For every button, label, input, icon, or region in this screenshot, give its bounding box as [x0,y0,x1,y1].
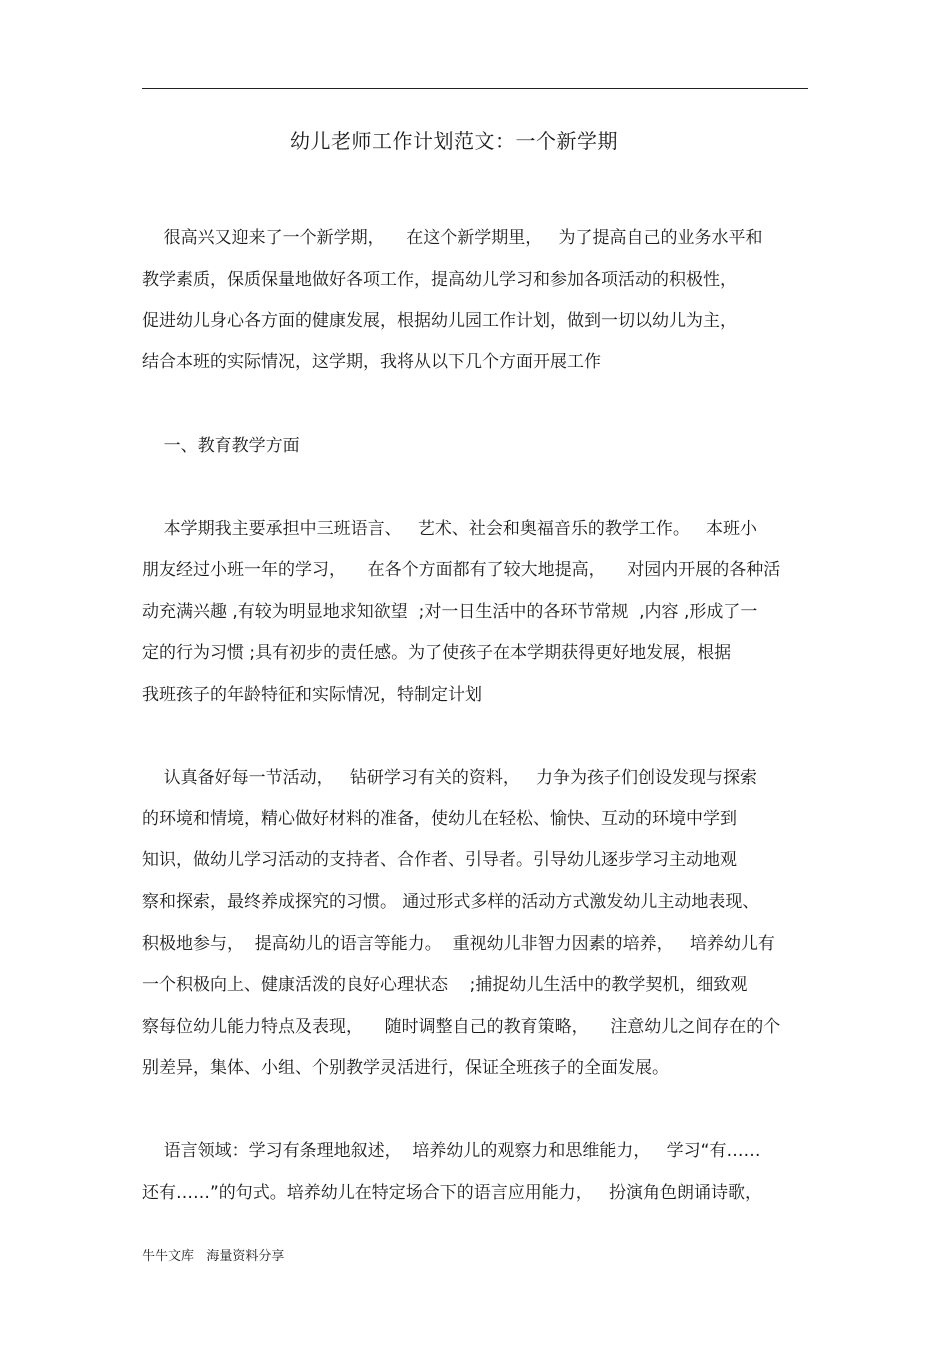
section-heading: 一、教育教学方面 [142,436,300,456]
paragraph-3-line-6: 一个积极向上、健康活泼的良好心理状态 ;捕捉幼儿生活中的教学契机，细致观 [142,975,748,995]
document-title: 幼儿老师工作计划范文：一个新学期 [290,129,618,153]
paragraph-3-line-3: 知识，做幼儿学习活动的支持者、合作者、引导者。引导幼儿逐步学习主动地观 [142,850,737,870]
paragraph-3-line-2: 的环境和情境，精心做好材料的准备，使幼儿在轻松、愉快、互动的环境中学到 [142,809,737,829]
paragraph-2-line-1: 本学期我主要承担中三班语言、 艺术、社会和奥福音乐的教学工作。 本班小 [142,519,758,539]
paragraph-3-line-4: 察和探索，最终养成探究的习惯。 通过形式多样的活动方式激发幼儿主动地表现、 [142,892,760,912]
paragraph-1-line-1: 很高兴又迎来了一个新学期， 在这个新学期里， 为了提高自己的业务水平和 [142,228,763,248]
paragraph-1-line-3: 促进幼儿身心各方面的健康发展，根据幼儿园工作计划，做到一切以幼儿为主， [142,311,737,331]
header-rule [142,88,808,89]
paragraph-2-line-5: 我班孩子的年龄特征和实际情况，特制定计划 [142,685,482,705]
paragraph-4-line-2: 还有……”的句式。培养幼儿在特定场合下的语言应用能力， 扮演角色朗诵诗歌， [142,1183,763,1203]
paragraph-1-line-4: 结合本班的实际情况，这学期，我将从以下几个方面开展工作 [142,352,601,372]
paragraph-2-line-3: 动充满兴趣 ,有较为明显地求知欲望 ;对一日生活中的各环节常规 ,内容 ,形成了一 [142,602,758,622]
paragraph-3-line-1: 认真备好每一节活动， 钻研学习有关的资料， 力争为孩子们创设发现与探索 [142,768,758,788]
paragraph-3-line-5: 积极地参与， 提高幼儿的语言等能力。 重视幼儿非智力因素的培养， 培养幼儿有 [142,934,775,954]
paragraph-3-line-7: 察每位幼儿能力特点及表现， 随时调整自己的教育策略， 注意幼儿之间存在的个 [142,1017,781,1037]
page-footer: 牛牛文库 海量资料分享 [142,1249,285,1264]
paragraph-2-line-2: 朋友经过小班一年的学习， 在各个方面都有了较大地提高， 对园内开展的各种活 [142,560,781,580]
paragraph-3-line-8: 别差异，集体、小组、个别教学灵活进行，保证全班孩子的全面发展。 [142,1058,669,1078]
paragraph-2-line-4: 定的行为习惯 ;具有初步的责任感。为了使孩子在本学期获得更好地发展，根据 [142,643,732,663]
paragraph-4-line-1: 语言领域：学习有条理地叙述， 培养幼儿的观察力和思维能力， 学习“有…… [142,1141,761,1161]
paragraph-1-line-2: 教学素质，保质保量地做好各项工作，提高幼儿学习和参加各项活动的积极性， [142,270,737,290]
